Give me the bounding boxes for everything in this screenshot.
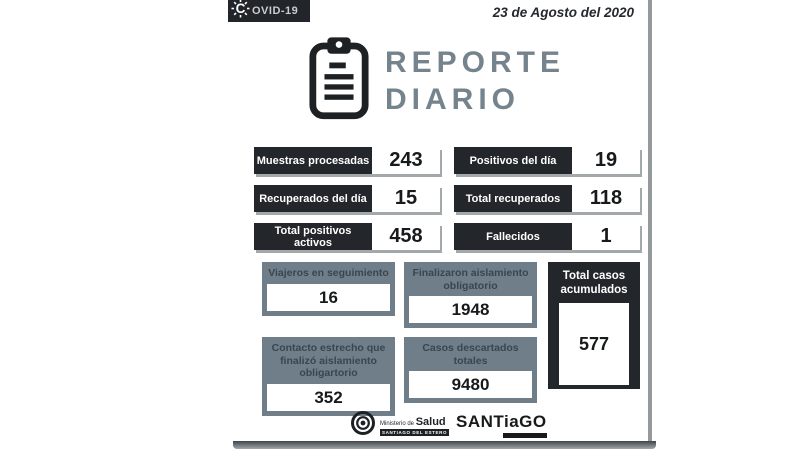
stat-value: 15 — [394, 187, 418, 209]
santiago-logo-bar — [503, 433, 547, 438]
stat-label: Recuperados del día — [254, 185, 372, 212]
stat-row-muestras — [254, 147, 440, 174]
footer — [228, 406, 652, 440]
box-value: 352 — [267, 384, 390, 411]
box-finalizaron-aislamiento — [404, 262, 537, 328]
stat-label: Total positivos activos — [254, 223, 372, 250]
covid19-badge — [228, 0, 310, 22]
total-cases-label: Total casos acumulados — [560, 270, 628, 296]
santiago-city-logo — [456, 412, 547, 438]
stats-right-column — [454, 147, 640, 250]
stats-left-column — [254, 147, 440, 250]
box-value: 16 — [267, 284, 390, 311]
box-label: Contacto estrecho que finalizó aislamiento obligartorio — [271, 342, 386, 379]
covid19-badge-label: OVID-19 — [252, 5, 299, 17]
box-label: Casos descartados totales — [422, 342, 519, 367]
santiago-wordmark: SANTiaGO — [456, 412, 547, 431]
box-casos-descartados — [404, 337, 537, 403]
ministry-emblem-icon — [350, 410, 376, 441]
box-value: 1948 — [409, 296, 532, 323]
clipboard-icon — [308, 36, 370, 125]
report-card — [228, 0, 652, 441]
stat-row-fallecidos — [454, 223, 640, 250]
stat-value: 243 — [389, 149, 423, 171]
stat-label: Positivos del día — [454, 147, 572, 174]
tracking-boxes — [262, 262, 537, 416]
ministry-of-health-logo — [350, 410, 449, 441]
svg-text:C: C — [235, 1, 246, 16]
title-line-1: REPORTE — [385, 45, 566, 79]
stat-row-total-recuperados — [454, 185, 640, 212]
ministry-text — [380, 416, 449, 436]
stat-row-positivos-activos — [254, 223, 440, 250]
box-label: Viajeros en seguimiento — [268, 267, 389, 279]
virus-c-icon — [231, 0, 250, 23]
report-date: 23 de Agosto del 2020 — [492, 5, 634, 20]
stat-value: 1 — [600, 225, 612, 247]
stat-value: 19 — [594, 149, 618, 171]
card-bottom-shadow — [233, 441, 656, 449]
stat-label: Fallecidos — [454, 223, 572, 250]
stat-row-recuperados-dia — [254, 185, 440, 212]
box-contacto-estrecho — [262, 337, 395, 416]
ministry-name: Ministerio de Salud — [380, 415, 446, 428]
box-label: Finalizaron aislamiento obligatorio — [412, 267, 529, 292]
title-block — [308, 36, 565, 125]
total-cases-box — [548, 262, 640, 389]
total-cases-value: 577 — [559, 303, 629, 385]
stat-value: 458 — [389, 225, 423, 247]
ministry-province: SANTIAGO DEL ESTERO — [382, 429, 448, 435]
daily-stats — [254, 147, 640, 250]
stat-value: 118 — [589, 187, 623, 209]
stat-label: Muestras procesadas — [254, 147, 372, 174]
box-viajeros — [262, 262, 395, 316]
stat-row-positivos-dia — [454, 147, 640, 174]
box-value: 9480 — [409, 371, 532, 398]
title-line-2: DIARIO — [385, 82, 520, 116]
stat-label: Total recuperados — [454, 185, 572, 212]
page-title — [385, 44, 565, 118]
